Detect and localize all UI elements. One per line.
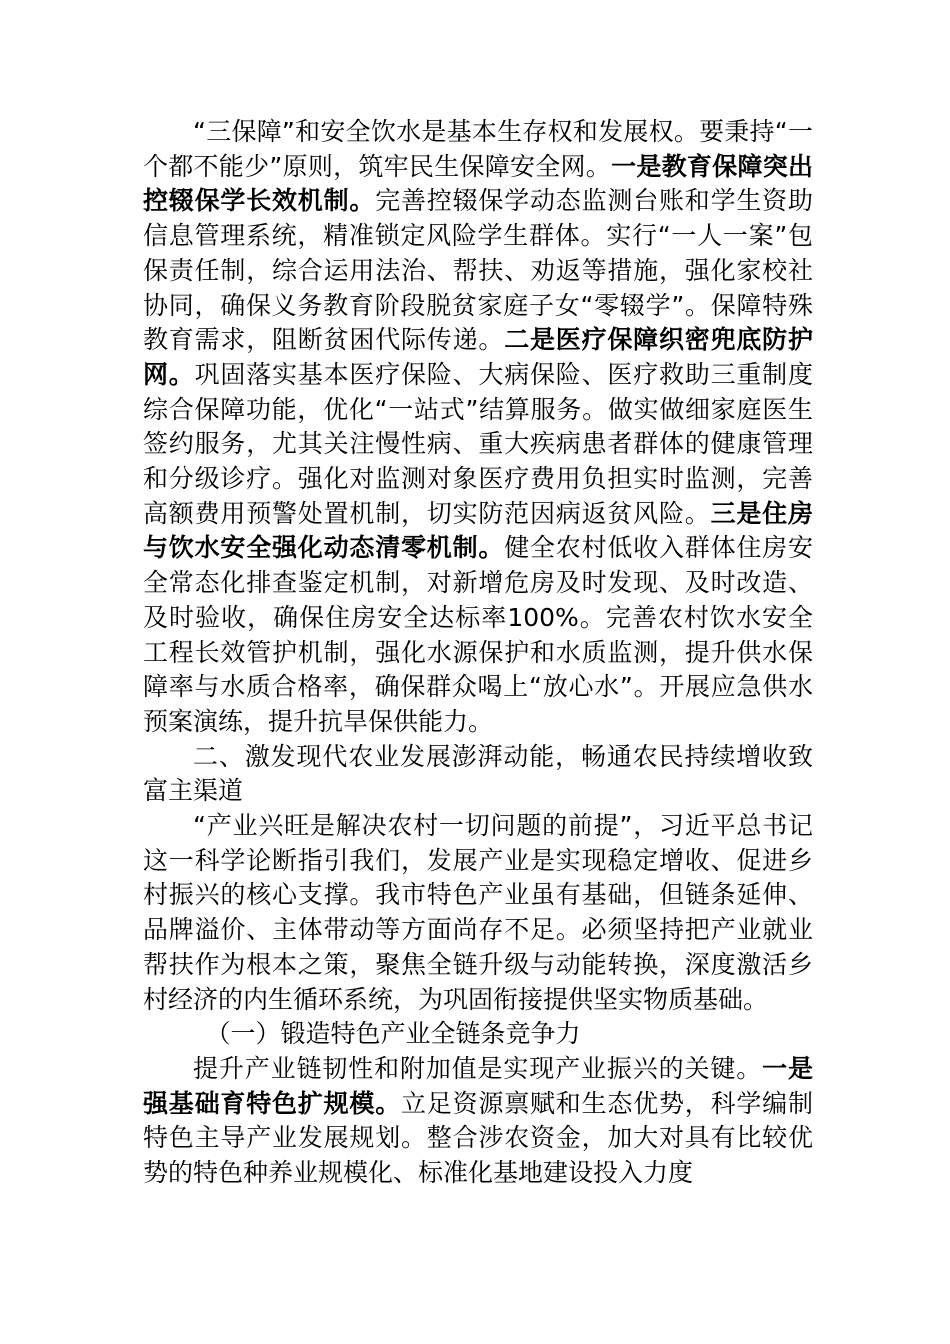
paragraph-text: 完善控辍保学动态监测台账和学生资助信息管理系统，精准锁定风险学生群体。实行“一人一案”包保责任制，综合运用法治、帮扶、劝返等措施，强化家校社协同，确保义务教育阶段脱贫家庭子女“零辍学”。保障特殊教育需求，阻断贫困代际传递。	[143, 186, 813, 355]
subsection-heading-one: （一）锻造特色产业全链条竞争力	[205, 1019, 581, 1049]
section-heading-two: 二、激发现代农业发展澎湃动能，畅通农民持续增收致富主渠道	[143, 741, 813, 806]
bold-key-point-housing-water: 三是住房与饮水安全强化动态清零机制。	[143, 498, 813, 563]
paragraph-text: 健全农村低收入群体住房安全常态化排查鉴定机制，对新增危房及时发现、及时改造、及时验收，确保住房安全达标率100%。完善农村饮水安全工程长效管护机制，强化水源保护和水质监测，提升供水保障率与水质合格率，确保群众喝上“放心水”。开展应急供水预案演练，提升抗旱保供能力。	[143, 533, 813, 736]
paragraph-text: 巩固落实基本医疗保险、大病保险、医疗救助三重制度综合保障功能，优化“一站式”结算服务。做实做细家庭医生签约服务，尤其关注慢性病、重大疾病患者群体的健康管理和分级诊疗。强化对监测对象医疗费用负担实时监测，完善高额费用预警处置机制，切实防范因病返贫风险。	[143, 359, 813, 528]
document-body	[143, 115, 813, 1191]
paragraph-text: 提升产业链韧性和附加值是实现产业振兴的关键。	[193, 1053, 763, 1083]
paragraph-industry-chain	[143, 1052, 813, 1191]
paragraph-industry-prosperity: “产业兴旺是解决农村一切问题的前提”，习近平总书记这一科学论断指引我们，发展产业是实现稳定增收、促进乡村振兴的核心支撑。我市特色产业虽有基础，但链条延伸、品牌溢价、主体带动等方面尚存不足。必须坚持把产业就业帮扶作为根本之策，聚焦全链升级与动能转换，深度激活乡村经济的内生循环系统，为巩固衔接提供坚实物质基础。	[143, 811, 813, 1014]
bold-key-point-medical: 二是医疗保障织密兜底防护网。	[143, 325, 813, 389]
paragraph-text: “三保障”和安全饮水是基本生存权和发展权。要秉持“一个都不能少”原则，筑牢民生保障安全网。	[143, 117, 813, 181]
bold-key-point-education: 一是教育保障突出控辍保学长效机制。	[143, 151, 813, 216]
paragraph-three-guarantees	[143, 115, 813, 740]
paragraph-text: 立足资源禀赋和生态优势，科学编制特色主导产业发展规划。整合涉农资金，加大对具有比较优势的特色种养业规模化、标准化基地建设投入力度	[143, 1088, 813, 1188]
bold-key-point-strengthen-foundation: 一是强基础育特色扩规模。	[143, 1053, 813, 1118]
